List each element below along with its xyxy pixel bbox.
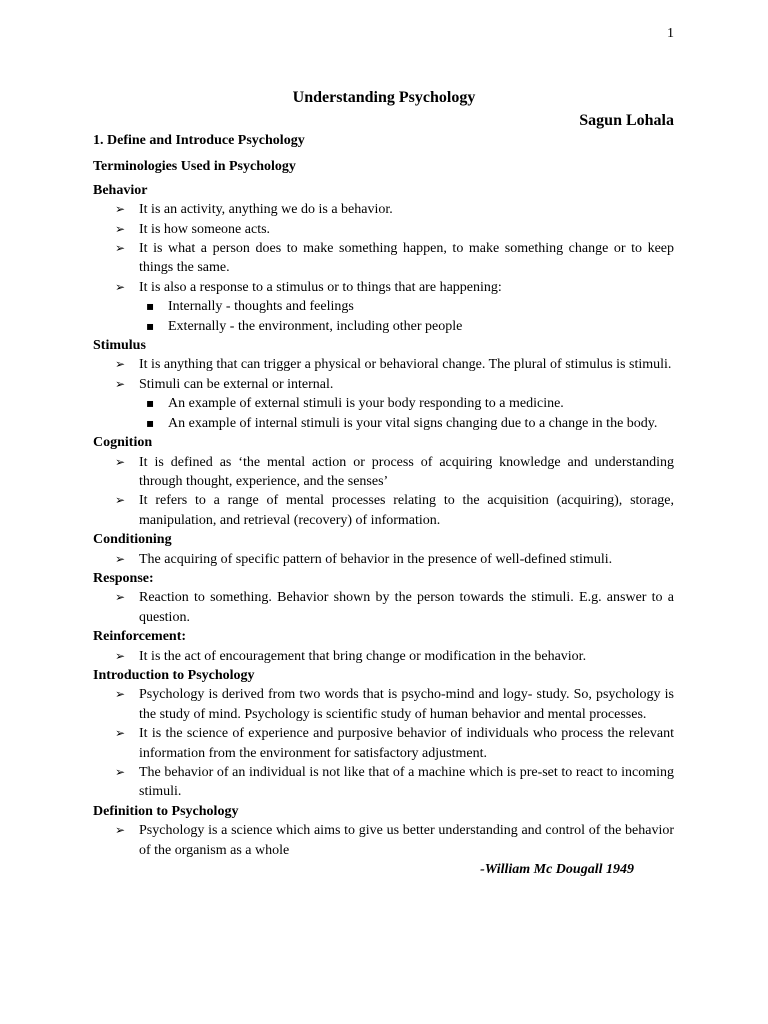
bullet-item — [139, 685, 674, 724]
bullet-item — [139, 278, 674, 336]
bullet-item — [139, 239, 674, 278]
bullet-item — [139, 375, 674, 433]
subheading: Terminologies Used in Psychology — [93, 159, 296, 175]
bullet-text: It is an activity, anything we do is a behavior. — [139, 202, 393, 218]
document-body — [93, 131, 674, 879]
page-number: 1 — [667, 26, 674, 41]
bullet-item — [139, 647, 674, 666]
bullet-text: Psychology is derived from two words that is psycho-mind and logy- study. So, psychology is the study of mind. Psychology is scientific study of human behavior and mental processes. — [139, 687, 674, 722]
bullet-item — [139, 453, 674, 492]
sub-bullet-list — [139, 297, 674, 336]
bullet-text: It is how someone acts. — [139, 221, 271, 237]
bullet-item — [139, 821, 674, 860]
sub-bullet-list — [139, 394, 674, 433]
sub-bullet-item: ▪ Internally - thoughts and feelings — [168, 297, 674, 316]
bullet-text: The behavior of an individual is not like that of a machine which is pre-set to react to incoming stimuli. — [139, 765, 674, 800]
section-heading: 1. Define and Introduce Psychology — [93, 133, 305, 148]
bullet-text: It is what a person does to make something happen, to make something change or to keep things the same. — [139, 241, 674, 276]
bullet-text: Stimuli can be external or internal. — [139, 376, 334, 392]
bullet-text: The acquiring of specific pattern of behavior in the presence of well-defined stimuli. — [139, 551, 613, 567]
bullet-text: It is the act of encouragement that bring change or modification in the behavior. — [139, 648, 587, 664]
bullet-list — [93, 647, 674, 666]
bullet-text: It is defined as ‘the mental action or process of acquiring knowledge and understanding through thought, experience, and the senses’ — [139, 454, 674, 489]
bullet-list — [93, 685, 674, 801]
bullet-list — [93, 200, 674, 336]
term-heading: Stimulus — [93, 338, 146, 354]
term-heading: Reinforcement: — [93, 629, 187, 645]
term-heading: Introduction to Psychology — [93, 667, 255, 683]
bullet-item — [139, 200, 674, 219]
term-heading: Cognition — [93, 435, 153, 451]
quote-attribution: -William Mc Dougall 1949 — [480, 862, 634, 878]
bullet-item — [139, 491, 674, 530]
term-heading: Definition to Psychology — [93, 803, 239, 819]
bullet-list — [93, 588, 674, 627]
bullet-text: It is also a response to a stimulus or to things that are happening: — [139, 279, 502, 295]
term-heading: Behavior — [93, 182, 148, 198]
bullet-text: Reaction to something. Behavior shown by the person towards the stimuli. E.g. answer to a question. — [139, 590, 674, 625]
term-heading: Response: — [93, 570, 154, 586]
bullet-item — [139, 588, 674, 627]
author-name: Sagun Lohala — [579, 112, 674, 129]
bullet-text: It refers to a range of mental processes relating to the acquisition (acquiring), storage, manipulation, and retrieval (recovery) of information. — [139, 493, 674, 528]
bullet-item — [139, 355, 674, 374]
sub-bullet-item: ▪ Externally - the environment, including other people — [168, 317, 674, 336]
bullet-list — [93, 453, 674, 531]
term-heading: Conditioning — [93, 532, 172, 548]
bullet-text: It is the science of experience and purposive behavior of individuals who process the relevant information from the environment for satisfactory adjustment. — [139, 726, 674, 761]
terms-list — [93, 181, 674, 860]
bullet-list — [93, 550, 674, 569]
bullet-text: Psychology is a science which aims to give us better understanding and control of the behavior of the organism as a whole — [139, 823, 674, 858]
bullet-item — [139, 724, 674, 763]
bullet-item — [139, 220, 674, 239]
document-title: Understanding Psychology — [292, 89, 476, 106]
bullet-list — [93, 355, 674, 433]
bullet-item — [139, 550, 674, 569]
sub-bullet-item: ▪ An example of internal stimuli is your vital signs changing due to a change in the body. — [168, 414, 674, 433]
bullet-text: It is anything that can trigger a physical or behavioral change. The plural of stimulus is stimuli. — [139, 357, 672, 373]
bullet-item — [139, 763, 674, 802]
bullet-list — [93, 821, 674, 860]
sub-bullet-item: ▪ An example of external stimuli is your body responding to a medicine. — [168, 394, 674, 413]
